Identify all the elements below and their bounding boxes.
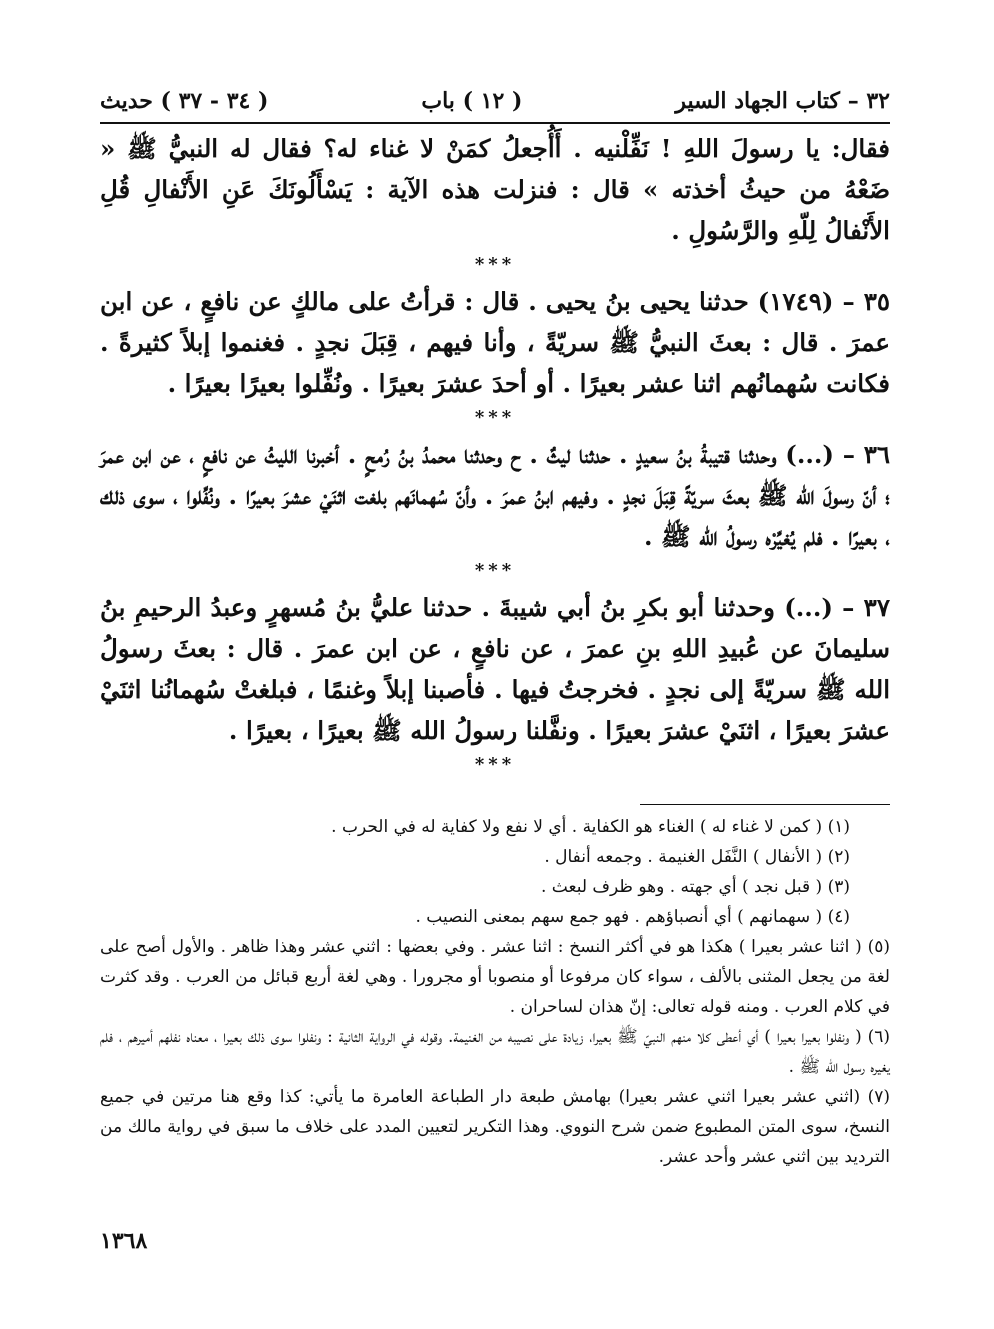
hadith-36: [100, 434, 890, 557]
hadith-37: [100, 587, 890, 751]
separator-stars: ***: [474, 254, 516, 275]
main-text: [100, 128, 890, 781]
hadith-text: – (...) وحدثنا أبو بكرِ بنُ أبي شيبةَ . حدثنا عليُّ بنُ مُسهرٍ وعبدُ الرحيمِ بنُ سليمانَ عن عُبيدِ اللهِ بنِ عمرَ ، عن نافعٍ ، عن ابن عمرَ . قال : بعثَ رسولُ الله ﷺ سريّةً إلى نجدٍ . فخرجتُ فيها . فأصبنا إبلاً وغنمًا ، فبلغتْ سُهمانُنا اثنَيْ عشرَ بعيرًا ، اثنَيْ عشرَ بعيرًا . ونفَّلنا رسولُ الله ﷺ بعيرًا ، بعيرًا .: [100, 593, 890, 745]
footnote-4: (٤) ( سهمانهم ) أي أنصباؤهم . فهو جمع سهم بمعنى النصيب .: [415, 907, 850, 927]
page-number: ١٣٦٨: [100, 1228, 148, 1254]
footnote-2: (٢) ( الأنفال ) النَّفَل الغنيمة . وجمعه أنفال .: [544, 847, 850, 867]
footnote-7: (٧) (اثني عشر بعيرا اثني عشر بعيرا) بهامش طبعة دار الطباعة العامرة ما يأتي: كذا وقع هنا مرتين في جميع النسخ، سوى المتن المطبوع ضمن شرح النووي. وهذا التكرير لتعيين المدد على خلاف ما سبق في رواية مالك من الترديد بين اثني عشر وأحد عشر.: [100, 1087, 890, 1167]
hadith-text: – (...) وحدثنا قتيبةُ بنُ سعيدٍ . حدثنا ليثٌ . ح وحدثنا محمدُ بنُ رُمحٍ . أخبرنا الليثُ عن نافعٍ ، عن ابن عمرَ ؛ أنّ رسولَ الله ﷺ بعثَ سريّةً قِبَلَ نجدٍ . وفيهم ابنُ عمرَ . وأنّ سُهمانَهم بلغت اثنَيْ عشرَ بعيرًا . ونُفِّلوا ، سوى ذلك ، بعيرًا . فلم يُغيِّرْه رسولُ الله ﷺ .: [100, 440, 890, 551]
header-divider: [100, 122, 890, 124]
footnote-divider: [640, 804, 890, 805]
separator-stars: ***: [474, 754, 516, 775]
header-hadith-range: ( ٣٤ - ٣٧ ) حديث: [100, 88, 269, 114]
footnotes: [100, 812, 890, 1172]
footnote-6: (٦) ( ونفلوا بعيرا بعيرا ) أي أعطى كلا منهم النبيّ ﷺ بعيرا، زيادة على نصيبه من الغنيمة. وقوله في الرواية الثانية : ونفلوا سوى ذلك بعيرا ، معناه نفلهم أميرهم ، فلم يغيره رسول الله ﷺ .: [100, 1027, 890, 1077]
header-book-title: ٣٢ – كتاب الجهاد السير: [675, 88, 890, 114]
hadith-text: – (١٧٤٩) حدثنا يحيى بنُ يحيى . قال : قرأتُ على مالكٍ عن نافعٍ ، عن ابن عمرَ . قال : بعثَ النبيُّ ﷺ سريّةً ، وأنا فيهم ، قِبَلَ نجدٍ . فغنموا إبلاً كثيرةً . فكانت سُهمانُهم اثنا عشر بعيرًا . أو أحدَ عشرَ بعيرًا . ونُفِّلوا بعيرًا بعيرًا .: [100, 287, 890, 398]
header-chapter: ( ١٢ ) باب: [421, 88, 523, 114]
hadith-number: ٣٧: [863, 593, 890, 622]
separator-stars: ***: [474, 560, 516, 581]
separator-stars: ***: [474, 407, 516, 428]
running-header: [100, 80, 890, 114]
hadith-number: ٣٦: [863, 440, 891, 469]
hadith-number: ٣٥: [863, 287, 891, 316]
intro-paragraph: فقال: يا رسولَ اللهِ ! نَفِّلْنيه . أَأُجعلُ كمَنْ لا غناء له؟ فقال له النبيُّ ﷺ « ضَعْهُ من حيثُ أخذته » قال : فنزلت هذه الآية : يَسْأَلُونَكَ عَنِ الأَنْفالِ قُلِ الأَنْفالُ لِلّهِ والرَّسُولِ .: [100, 134, 890, 245]
footnote-5: (٥) ( اثنا عشر بعيرا ) هكذا هو في أكثر النسخ : اثنا عشر . وفي بعضها : اثني عشر وهذا ظاهر . والأول أصح على لغة من يجعل المثنى بالألف ، سواء كان مرفوعا أو منصوبا أو مجرورا . وهي لغة أربع قبائل من العرب . وقد كثرت في كلام العرب . ومنه قوله تعالى: إنّ هذان لساحران .: [100, 937, 890, 1017]
hadith-35: [100, 281, 890, 404]
footnote-1: (١) ( كمن لا غناء له ) الغناء هو الكفاية . أي لا نفع ولا كفاية له في الحرب .: [331, 817, 850, 837]
footnote-3: (٣) ( قبل نجد ) أي جهته . وهو ظرف لبعث .: [541, 877, 850, 897]
